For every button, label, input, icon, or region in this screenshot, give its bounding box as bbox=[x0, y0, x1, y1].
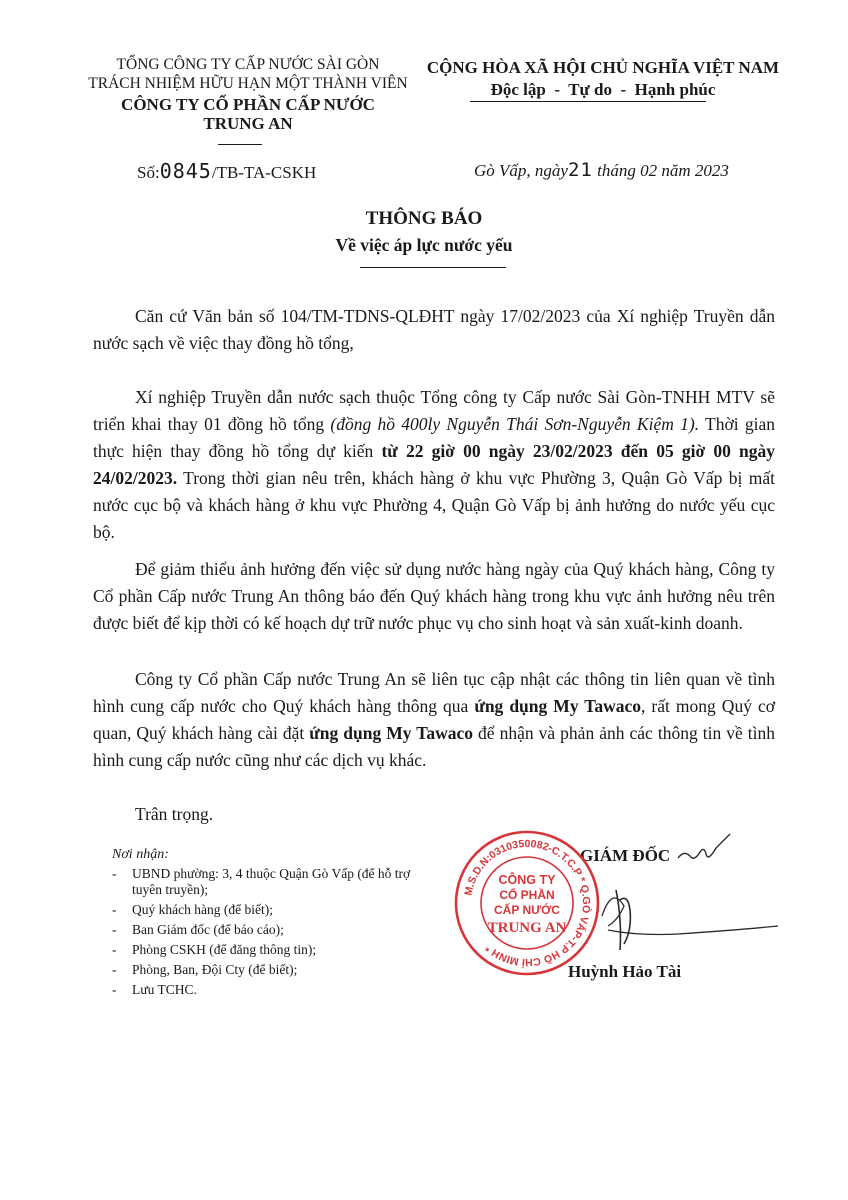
parent-org-line-2: TRÁCH NHIỆM HỮU HẠN MỘT THÀNH VIÊN bbox=[88, 75, 408, 92]
number-prefix: Số: bbox=[137, 163, 160, 182]
document-number bbox=[137, 159, 316, 183]
p4-app-name-1: ứng dụng My Tawaco bbox=[474, 696, 642, 716]
svg-text:CỔ PHẦN: CỔ PHẦN bbox=[499, 888, 555, 902]
country-name: CỘNG HÒA XÃ HỘI CHỦ NGHĨA VIỆT NAM bbox=[426, 58, 780, 77]
recipients-list bbox=[112, 866, 442, 998]
paragraph-schedule bbox=[93, 384, 775, 546]
p4-text-b: , rất mong Quý cơ quan, Quý khách hàng cài đặt bbox=[93, 696, 775, 743]
p2-text-a: Xí nghiệp Truyền dẫn nước sạch thuộc Tổng công ty Cấp nước Sài Gòn-TNHH MTV sẽ triển khai thay 01 đồng hồ tổng bbox=[93, 387, 775, 434]
national-header bbox=[418, 57, 788, 101]
seal-center-text bbox=[488, 872, 567, 936]
p2-text-b: Thời gian thực hiện thay đồng hồ tổng dự kiến bbox=[93, 414, 775, 461]
recipients-heading: Nơi nhận: bbox=[112, 847, 169, 862]
recipient-item: - Phòng, Ban, Đội Cty (để biết); bbox=[112, 962, 442, 978]
recipient-item: - Quý khách hàng (để biết); bbox=[112, 902, 442, 918]
number-suffix: /TB-TA-CSKH bbox=[211, 163, 317, 182]
date-suffix: tháng 02 năm 2023 bbox=[592, 161, 729, 180]
p4-text-c: để nhận và phản ảnh các thông tin về tình hình cung cấp nước cũng như các dịch vụ khác. bbox=[93, 723, 776, 770]
parent-org-line-1: TỔNG CÔNG TY CẤP NƯỚC SÀI GÒN bbox=[116, 56, 380, 73]
svg-text:CÔNG TY: CÔNG TY bbox=[498, 873, 556, 887]
national-motto: Độc lập - Tự do - Hạnh phúc bbox=[490, 80, 716, 99]
paragraph-advice: Để giảm thiểu ảnh hưởng đến việc sử dụng nước hàng ngày của Quý khách hàng, Công ty Cổ phần Cấp nước Trung An thông báo đến Quý khách hàng trong khu vực ảnh hưởng nêu trên được biết để kịp thời có kế hoạch dự trữ nước phục vụ cho sinh hoạt và sản xuất-kinh doanh. bbox=[93, 559, 775, 633]
notice-title: THÔNG BÁO bbox=[365, 208, 483, 229]
paragraph-app bbox=[93, 666, 775, 774]
date-day: 21 bbox=[567, 159, 593, 181]
p2-time-window: từ 22 giờ 00 ngày 23/02/2023 đến 05 giờ 00 ngày 24/02/2023. bbox=[93, 441, 775, 488]
p4-app-name-2: ứng dụng My Tawaco bbox=[309, 723, 473, 743]
title-underline bbox=[360, 267, 506, 268]
p4-text-a: Công ty Cổ phần Cấp nước Trung An sẽ liên tục cập nhật các thông tin liên quan về tình hình cung cấp nước cho Quý khách hàng thông qua bbox=[93, 669, 775, 716]
svg-text:M.S.D.N:0310350082-C.T.C.P * Q: M.S.D.N:0310350082-C.T.C.P * Q.GÒ VẤP-T.P HỒ CHÍ MINH * bbox=[462, 837, 593, 969]
p2-text-c: Trong thời gian nêu trên, khách hàng ở khu vực Phường 3, Quận Gò Vấp bị mất nước cục bộ và khách hàng ở khu vực Phường 4, Quận Gò Vấp bị ảnh hưởng do nước yếu cục bộ. bbox=[93, 468, 775, 542]
number-value: 0845 bbox=[159, 159, 212, 183]
recipient-item: - Ban Giám đốc (để báo cáo); bbox=[112, 922, 442, 938]
issuer-block bbox=[78, 55, 418, 133]
motto-underline bbox=[470, 101, 706, 102]
svg-text:CẤP NƯỚC: CẤP NƯỚC bbox=[494, 903, 560, 917]
document-date bbox=[474, 159, 729, 181]
date-prefix: Gò Vấp, ngày bbox=[474, 161, 568, 180]
company-name-line-2: TRUNG AN bbox=[203, 114, 293, 133]
recipient-item: - Phòng CSKH (để đăng thông tin); bbox=[112, 942, 442, 958]
company-name-line-1: CÔNG TY CỔ PHẦN CẤP NƯỚC bbox=[121, 95, 375, 114]
svg-text:TRUNG AN: TRUNG AN bbox=[487, 920, 567, 936]
company-seal bbox=[452, 828, 602, 978]
p2-meter-location: (đồng hồ 400ly Nguyễn Thái Sơn-Nguyễn Kiệm 1). bbox=[330, 414, 700, 434]
signer-name: Huỳnh Hảo Tài bbox=[568, 962, 682, 981]
signer-title: GIÁM ĐỐC bbox=[580, 846, 671, 865]
issuer-underline bbox=[218, 144, 262, 145]
recipient-item: - UBND phường: 3, 4 thuộc Quận Gò Vấp (để hỗ trợ tuyên truyền); bbox=[112, 866, 442, 898]
notice-subject: Về việc áp lực nước yếu bbox=[335, 235, 513, 255]
handwritten-signature bbox=[568, 830, 798, 960]
closing-greeting: Trân trọng. bbox=[135, 804, 214, 824]
recipient-item: - Lưu TCHC. bbox=[112, 982, 442, 998]
paragraph-basis: Căn cứ Văn bản số 104/TM-TDNS-QLĐHT ngày 17/02/2023 của Xí nghiệp Truyền dẫn nước sạch về việc thay đồng hồ tổng, bbox=[93, 306, 775, 353]
